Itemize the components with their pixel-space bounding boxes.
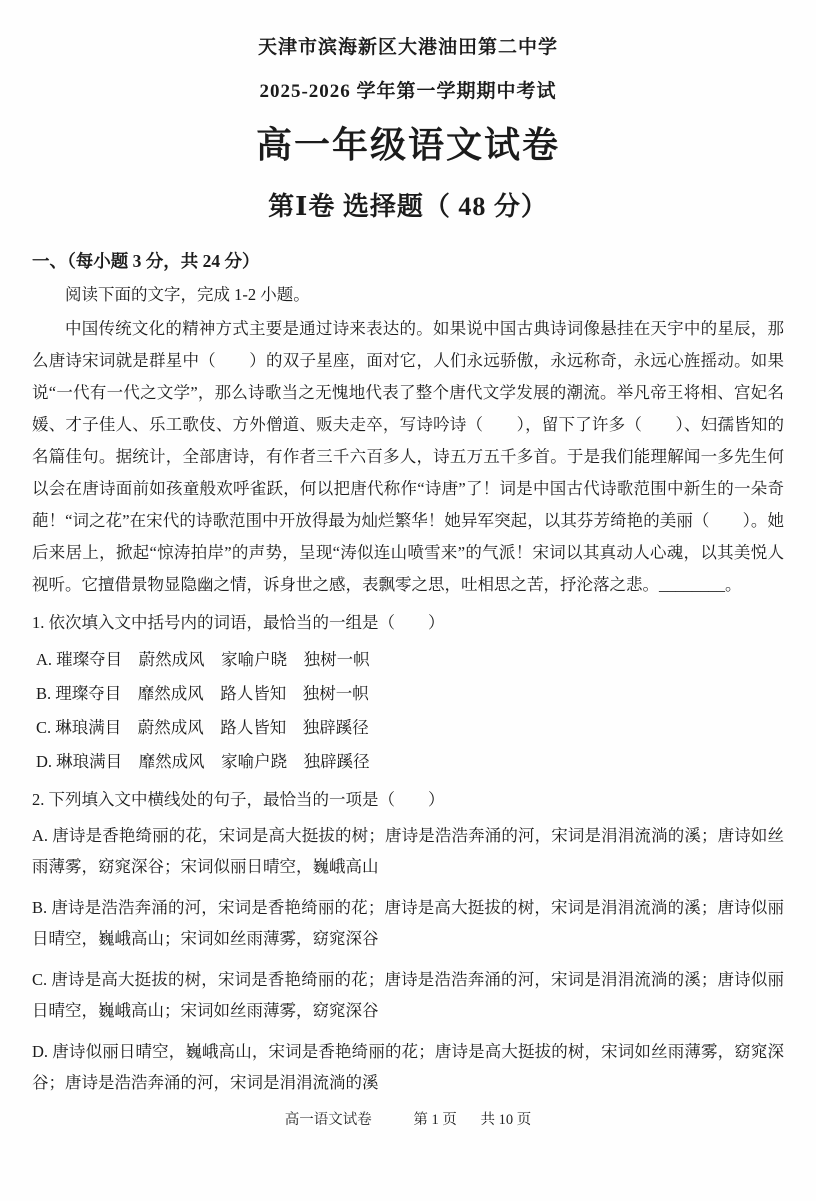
exam-session: 2025-2026 学年第一学期期中考试 <box>259 81 557 102</box>
question-2-option-a: A. 唐诗是香艳绮丽的花，宋词是高大挺拔的树；唐诗是浩浩奔涌的河，宋词是涓涓流淌的溪；唐诗如丝雨薄雾，窈窕深谷；宋词似丽日晴空，巍峨高山 <box>32 826 784 876</box>
question-2-option-c: C. 唐诗是高大挺拔的树，宋词是香艳绮丽的花；唐诗是浩浩奔涌的河，宋词是涓涓流淌的溪；唐诗似丽日晴空，巍峨高山；宋词如丝雨薄雾，窈窕深谷 <box>32 970 784 1020</box>
question-1-options <box>32 643 784 778</box>
question-2-options <box>32 820 784 1098</box>
paper-body <box>32 245 784 1108</box>
footer-page-number: 第 1 页 <box>413 1112 457 1128</box>
reading-passage: 中国传统文化的精神方式主要是通过诗来表达的。如果说中国古典诗词像悬挂在天宇中的星辰，那么唐诗宋词就是群星中（ ）的双子星座，面对它，人们永远骄傲，永远称奇，永远心旌摇动。如果说“一代有一代之文学”，那么诗歌当之无愧地代表了整个唐代文学发展的潮流。举凡帝王将相、宫妃名媛、才子佳人、乐工歌伎、方外僧道、贩夫走卒，写诗吟诗（ ），留下了许多（ ）、妇孺皆知的名篇佳句。据统计，全部唐诗，有作者三千六百多人，诗五万五千多首。于是我们能理解闻一多先生何以会在唐诗面前如孩童般欢呼雀跃，何以把唐代称作“诗唐”了！词是中国古代诗歌范围中新生的一朵奇葩！“词之花”在宋代的诗歌范围中开放得最为灿烂繁华！她异军突起，以其芬芳绮艳的美丽（ ）。她后来居上，掀起“惊涛拍岸”的声势，呈现“涛似连山喷雪来”的气派！宋词以其真动人心魂，以其美悦人视听。它擅借景物显隐幽之情，诉身世之感，表飘零之思，吐相思之苦，抒沦落之悲。________。 <box>32 319 784 594</box>
school-name: 天津市滨海新区大港油田第二中学 <box>257 37 558 58</box>
question-2-stem: 2. 下列填入文中横线处的句子，最恰当的一项是（ ） <box>32 790 445 809</box>
section-title: 第Ⅰ卷 选择题（ 48 分） <box>268 192 548 221</box>
question-1-option-a: A. 璀璨夺目 蔚然成风 家喻户晓 独树一帜 <box>36 650 370 669</box>
question-1-option-b: B. 理璨夺目 靡然成风 路人皆知 独树一帜 <box>36 684 369 703</box>
footer-page-total: 共 10 页 <box>480 1112 532 1128</box>
footer-paper-name: 高一语文试卷 <box>284 1112 372 1128</box>
question-1-option-d: D. 琳琅满目 靡然成风 家喻户跷 独辟蹊径 <box>36 752 370 771</box>
question-2-option-d: D. 唐诗似丽日晴空，巍峨高山，宋词是香艳绮丽的花；唐诗是高大挺拔的树，宋词如丝雨薄雾，窈窕深谷；唐诗是浩浩奔涌的河，宋词是涓涓流淌的溪 <box>32 1042 784 1092</box>
paper-header <box>32 26 784 223</box>
question-1-option-c: C. 琳琅满目 蔚然成风 路人皆知 独辟蹊径 <box>36 718 369 737</box>
paper-title: 高一年级语文试卷 <box>255 125 560 165</box>
question-1-stem: 1. 依次填入文中括号内的词语，最恰当的一组是（ ） <box>32 613 445 632</box>
reading-instruction: 阅读下面的文字，完成 1-2 小题。 <box>65 285 310 304</box>
question-2-option-b: B. 唐诗是浩浩奔涌的河，宋词是香艳绮丽的花；唐诗是高大挺拔的树，宋词是涓涓流淌的溪；唐诗似丽日晴空，巍峨高山；宋词如丝雨薄雾，窈窕深谷 <box>32 898 784 948</box>
part-heading: 一、（每小题 3 分，共 24 分） <box>32 251 260 271</box>
